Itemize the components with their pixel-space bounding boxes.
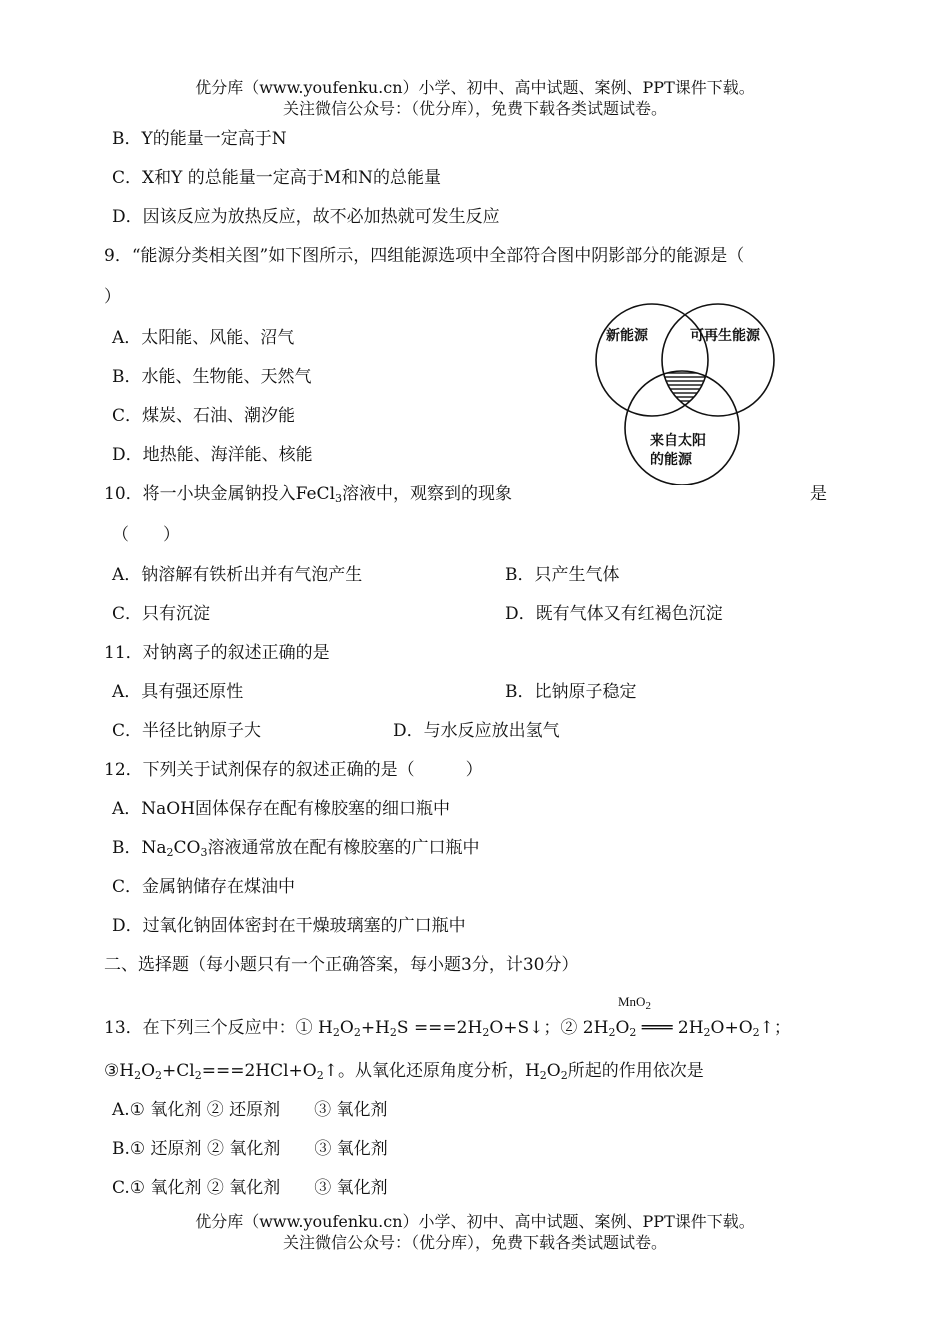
q13-l2-c: +Cl xyxy=(162,1061,195,1081)
q13-l1-g: ═══ 2H xyxy=(636,1018,704,1038)
q13-sub: 2 xyxy=(155,1069,163,1082)
q13-l1-c: +H xyxy=(360,1018,390,1038)
q13-sub: 2 xyxy=(389,1026,397,1039)
q13-option-c: C.① 氧化剂 ② 氧化剂 ③ 氧化剂 xyxy=(112,1178,388,1198)
q9-option-a: A．太阳能、风能、沼气 xyxy=(112,328,295,348)
q13-sub: 2 xyxy=(703,1026,711,1039)
q10-stem-end: 是 xyxy=(810,484,827,504)
q9-stem-cont: ） xyxy=(104,287,121,307)
q8-option-b: B．Y的能量一定高于N xyxy=(112,129,287,149)
q12-option-c: C．金属钠储存在煤油中 xyxy=(112,877,296,897)
q13-sub: 2 xyxy=(752,1026,760,1039)
venn-label-solar-1: 来自太阳 xyxy=(650,433,706,449)
section-2-title: 二、选择题（每小题只有一个正确答案，每小题3分，计30分） xyxy=(104,955,579,975)
q11-option-c: C．半径比钠原子大 xyxy=(112,721,262,741)
footer-line-1: 优分库（www.youfenku.cn）小学、初中、高中试题、案例、PPT课件下载。 xyxy=(195,1212,755,1231)
header-line-2: 关注微信公众号：（优分库），免费下载各类试题试卷。 xyxy=(282,99,667,118)
q13-sub: 2 xyxy=(539,1069,547,1082)
q13-sub: 2 xyxy=(134,1069,142,1082)
q13-sub: 2 xyxy=(353,1026,361,1039)
q10-sub: 3 xyxy=(335,492,343,505)
q13-l2-f: O xyxy=(546,1061,561,1081)
energy-venn-diagram xyxy=(590,300,790,485)
q11-stem: 11．对钠离子的叙述正确的是 xyxy=(104,643,330,663)
q12-stem: 12．下列关于试剂保存的叙述正确的是（ ） xyxy=(104,760,483,780)
q13-catalyst xyxy=(618,994,651,1010)
q13-l2-e: ↑。从氧化还原角度分析，H xyxy=(323,1061,540,1081)
q10-option-b: B．只产生气体 xyxy=(505,565,620,585)
q13-l1-b: O xyxy=(339,1018,354,1038)
q11-option-a: A．具有强还原性 xyxy=(112,682,244,702)
q10-option-c: C．只有沉淀 xyxy=(112,604,211,624)
q12-b-sub2: 3 xyxy=(200,846,208,859)
q12-b-a: B．Na xyxy=(112,838,167,858)
q8-option-c: C．X和Y 的总能量一定高于M和N的总能量 xyxy=(112,168,442,188)
q13-l1-d: S ===2H xyxy=(396,1018,483,1038)
venn-label-new-energy: 新能源 xyxy=(606,328,648,344)
q12-option-d: D．过氧化钠固体密封在干燥玻璃塞的广口瓶中 xyxy=(112,916,466,936)
q9-option-c: C．煤炭、石油、潮汐能 xyxy=(112,406,296,426)
q9-option-b: B．水能、生物能、天然气 xyxy=(112,367,312,387)
q13-stem-line-1 xyxy=(104,1017,791,1039)
q10-paren: （ ） xyxy=(112,525,180,545)
header-line-1: 优分库（www.youfenku.cn）小学、初中、高中试题、案例、PPT课件下载。 xyxy=(195,78,755,97)
venn-label-solar-2: 的能源 xyxy=(650,452,692,468)
q13-l1-a: 13．在下列三个反应中：① H xyxy=(104,1018,333,1038)
q13-catalyst-sub: 2 xyxy=(645,1000,651,1012)
q13-catalyst-text: MnO xyxy=(618,994,646,1009)
q13-option-b: B.① 还原剂 ② 氧化剂 ③ 氧化剂 xyxy=(112,1139,388,1159)
q13-sub: 2 xyxy=(608,1026,616,1039)
q13-option-a: A.① 氧化剂 ② 还原剂 ③ 氧化剂 xyxy=(112,1100,388,1120)
q13-l1-i: ↑； xyxy=(759,1018,791,1038)
q13-sub: 2 xyxy=(560,1069,568,1082)
q8-option-d: D．因该反应为放热反应，故不必加热就可发生反应 xyxy=(112,207,500,227)
q10-option-a: A．钠溶解有铁析出并有气泡产生 xyxy=(112,565,363,585)
q10-stem-b: 溶液中，观察到的现象 xyxy=(342,484,513,504)
q13-sub: 2 xyxy=(629,1026,637,1039)
q12-option-b xyxy=(112,837,479,859)
q13-sub: 2 xyxy=(482,1026,490,1039)
q13-l2-a: ③H xyxy=(104,1061,135,1081)
q13-l2-g: 所起的作用依次是 xyxy=(567,1061,704,1081)
venn-circle-new-energy xyxy=(596,304,708,416)
venn-label-renewable: 可再生能源 xyxy=(690,328,760,344)
q13-l1-e: O+S↓；② 2H xyxy=(489,1018,609,1038)
q12-b-sub1: 2 xyxy=(166,846,174,859)
q13-sub: 2 xyxy=(194,1069,202,1082)
q10-stem-a: 10．将一小块金属钠投入FeCl xyxy=(104,484,336,504)
q13-l1-f: O xyxy=(615,1018,630,1038)
q11-option-d: D．与水反应放出氢气 xyxy=(393,721,560,741)
q13-l2-d: ===2HCl+O xyxy=(201,1061,317,1081)
q13-sub: 2 xyxy=(316,1069,324,1082)
q12-b-c: 溶液通常放在配有橡胶塞的广口瓶中 xyxy=(207,838,480,858)
footer-line-2: 关注微信公众号：（优分库），免费下载各类试题试卷。 xyxy=(282,1233,667,1252)
q9-option-d: D．地热能、海洋能、核能 xyxy=(112,445,313,465)
q10-stem xyxy=(104,483,512,505)
q10-option-d: D．既有气体又有红褐色沉淀 xyxy=(505,604,723,624)
q13-l1-h: O+O xyxy=(710,1018,753,1038)
q13-l2-b: O xyxy=(141,1061,156,1081)
q11-option-b: B．比钠原子稳定 xyxy=(505,682,637,702)
q12-b-b: CO xyxy=(173,838,201,858)
q13-sub: 2 xyxy=(332,1026,340,1039)
q13-stem-line-2 xyxy=(104,1060,704,1082)
q9-stem: 9．“能源分类相关图”如下图所示，四组能源选项中全部符合图中阴影部分的能源是（ xyxy=(104,246,745,266)
venn-circle-renewable xyxy=(662,304,774,416)
q12-option-a: A．NaOH固体保存在配有橡胶塞的细口瓶中 xyxy=(112,799,451,819)
